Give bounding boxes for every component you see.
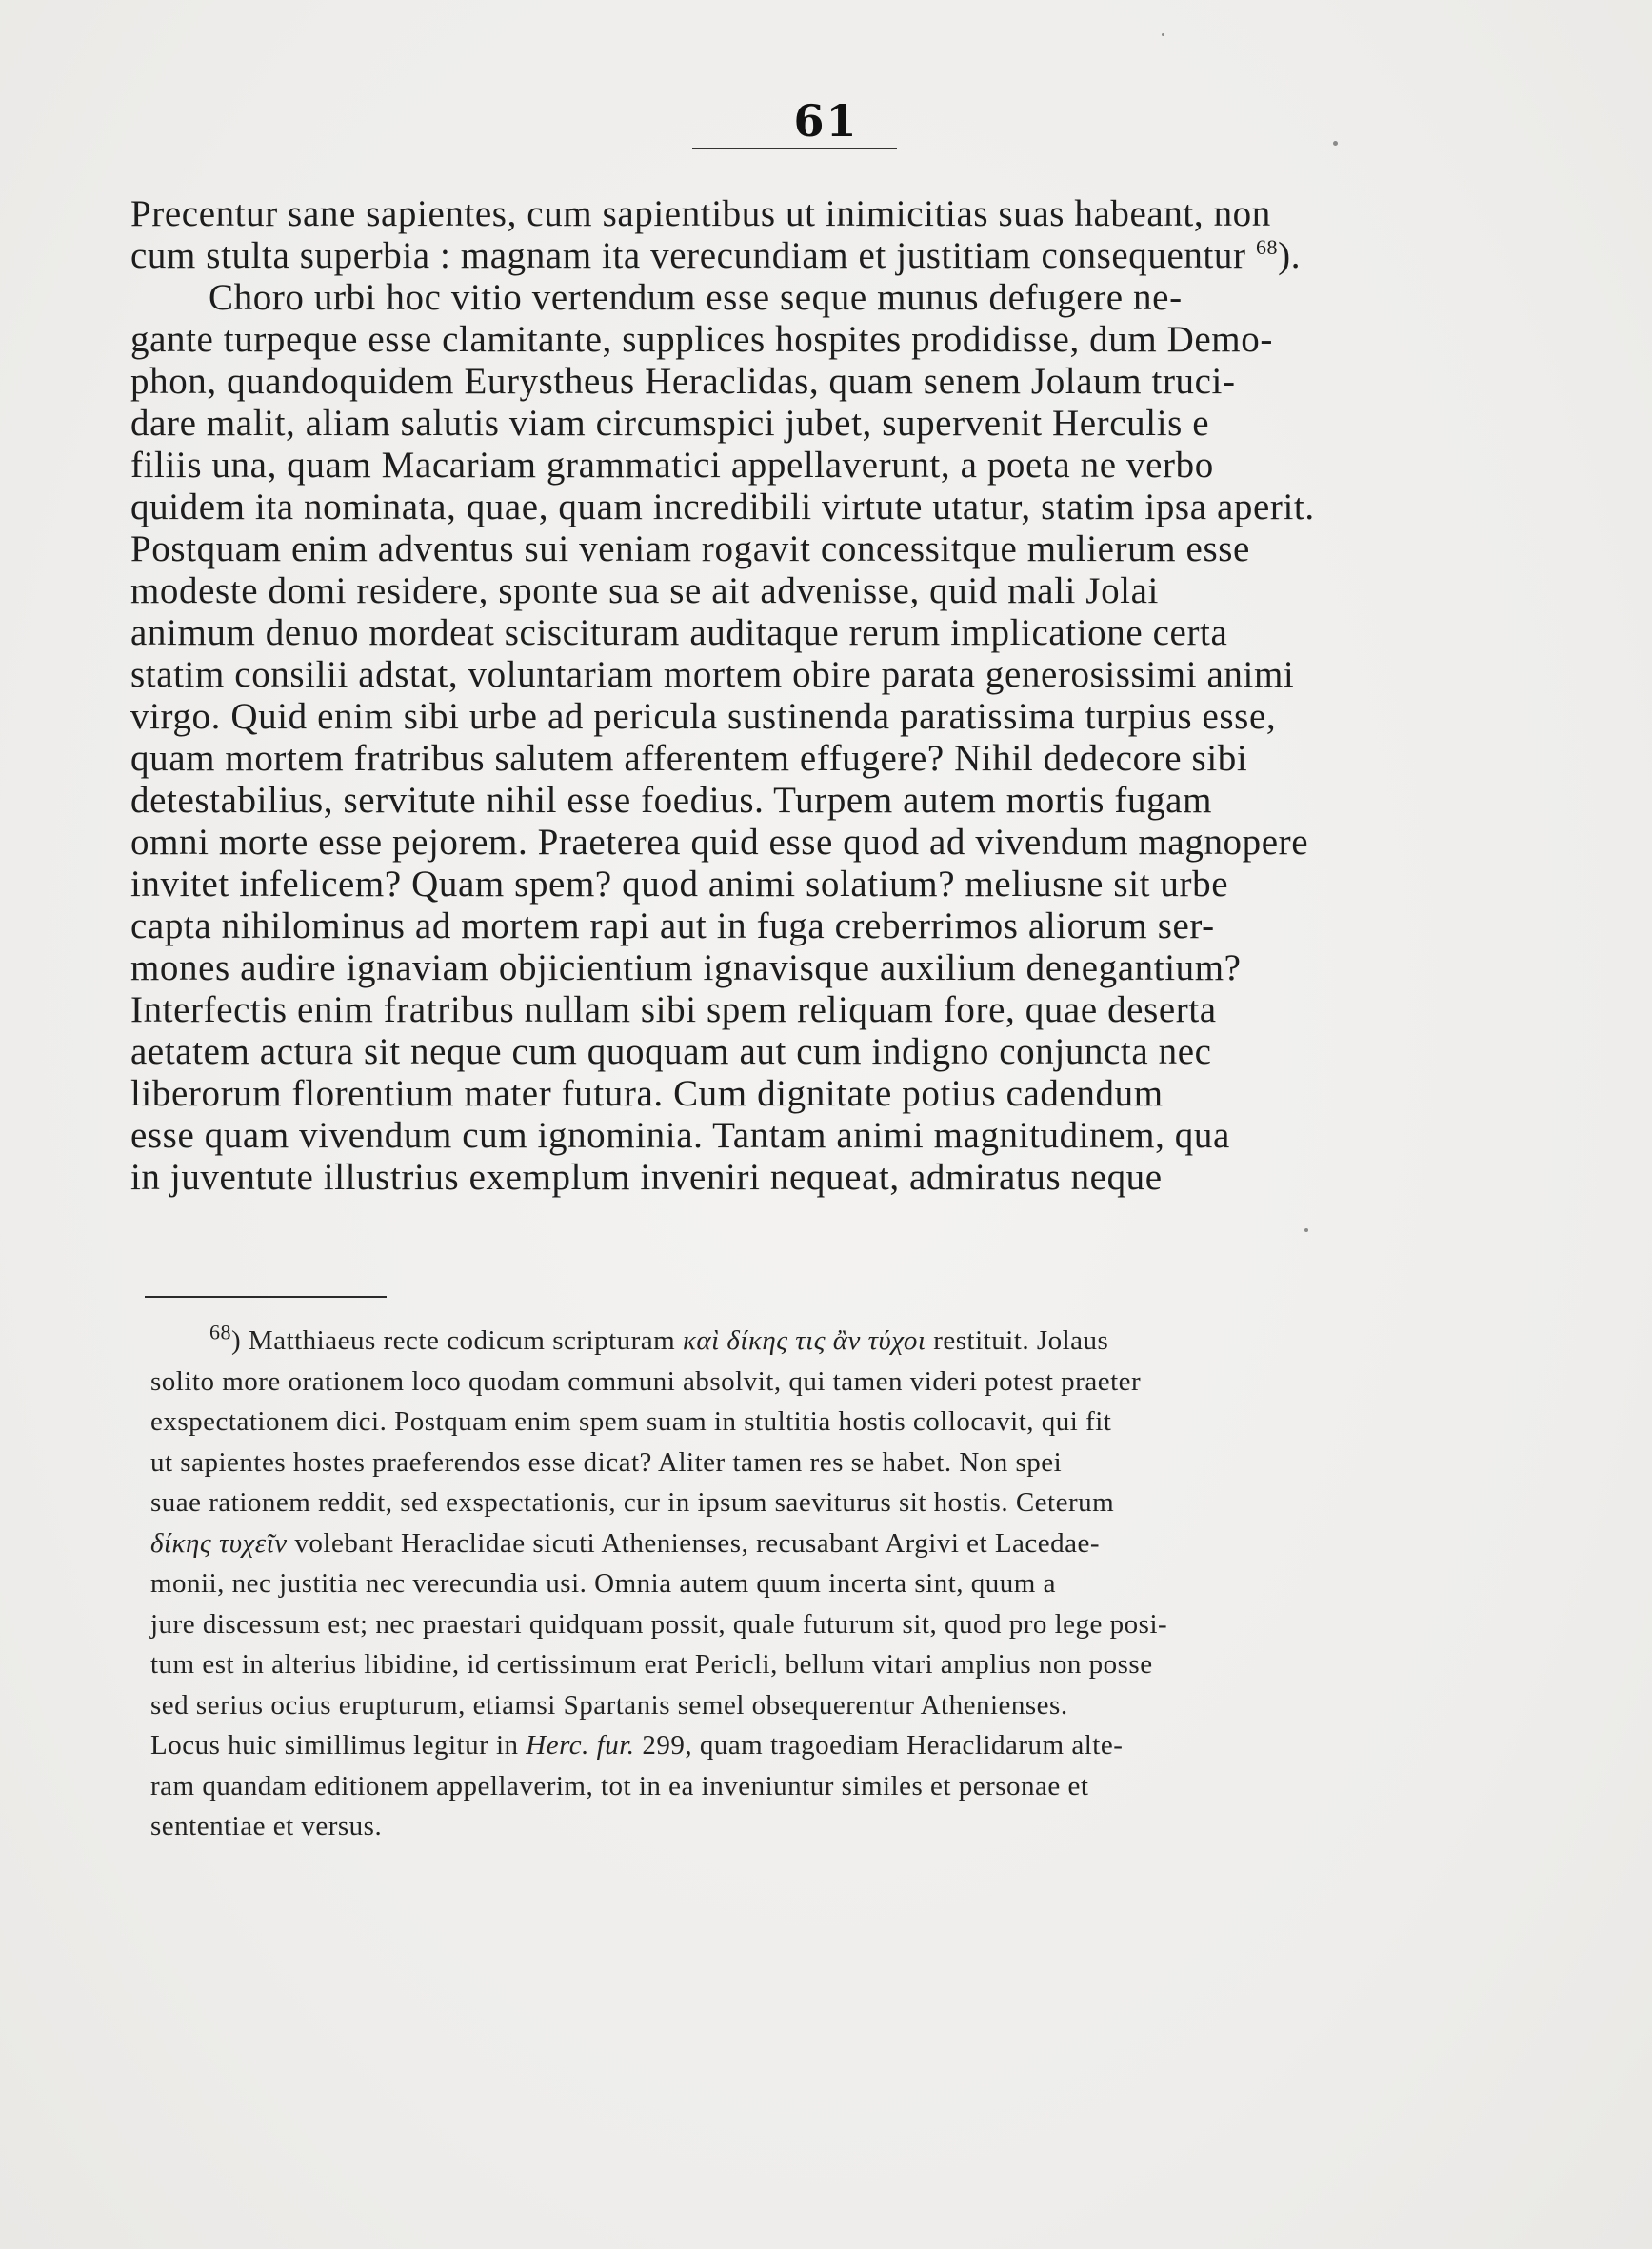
greek-quote: καὶ δίκης τις ἂν τύχοι	[682, 1325, 926, 1356]
work-title: Herc. fur.	[526, 1730, 635, 1761]
paper-speck	[1304, 1228, 1308, 1232]
text-line: Precentur sane sapientes, cum sapientibus ut inimicitias suas habeant, non	[130, 193, 1271, 234]
text-line: esse quam vivendum cum ignominia. Tantam animi magnitudinem, qua	[130, 1115, 1230, 1156]
text-line: aetatem actura sit neque cum quoquam aut cum indigno conjuncta nec	[130, 1031, 1212, 1072]
footnote-line: ram quandam editionem appellaverim, tot in ea inveniuntur similes et personae et	[150, 1770, 1089, 1801]
text-line	[130, 235, 1485, 277]
text-line: capta nihilominus ad mortem rapi aut in fuga creberrimos aliorum ser-	[130, 906, 1215, 946]
text-line: dare malit, aliam salutis viam circumspici jubet, supervenit Herculis e	[130, 403, 1210, 444]
footnote-line	[150, 1725, 1485, 1766]
footnote-text: ) Matthiaeus recte codicum scripturam	[231, 1325, 676, 1356]
text-line-end: ).	[1278, 235, 1302, 276]
footnote-reference: 68	[1255, 235, 1279, 259]
text-line: omni morte esse pejorem. Praeterea quid esse quod ad vivendum magnopere	[130, 822, 1309, 863]
text-line: quidem ita nominata, quae, quam incredibili virtute utatur, statim ipsa aperit.	[130, 487, 1315, 527]
text-line: gante turpeque esse clamitante, supplices hospites prodidisse, dum Demo-	[130, 319, 1273, 360]
text-line: modeste domi residere, sponte sua se ait advenisse, quid mali Jolai	[130, 570, 1159, 611]
footnote-text: Locus huic simillimus legitur in	[150, 1730, 519, 1761]
footnote-line: sententiae et versus.	[150, 1811, 383, 1841]
footnote-line: monii, nec justitia nec verecundia usi. Omnia autem quum incerta sint, quum a	[150, 1568, 1056, 1599]
text-line: in juventute illustrius exemplum inveniri nequeat, admiratus neque	[130, 1157, 1163, 1198]
footnote-rule	[145, 1296, 387, 1298]
footnote-text: restituit. Jolaus	[933, 1325, 1109, 1356]
footnote-marker: 68	[209, 1320, 231, 1344]
paper-speck	[1333, 141, 1338, 146]
text-line: filiis una, quam Macariam grammatici appellaverunt, a poeta ne verbo	[130, 445, 1214, 486]
footnote-line: suae rationem reddit, sed exspectationis, cur in ipsum saeviturus sit hostis. Ceterum	[150, 1487, 1115, 1518]
text-line: animum denuo mordeat sciscituram auditaque rerum implicatione certa	[130, 612, 1228, 653]
footnote-line: solito more orationem loco quodam communi absolvit, qui tamen videri potest praeter	[150, 1365, 1142, 1397]
paper-speck	[1162, 33, 1164, 36]
text-line: Choro urbi hoc vitio vertendum esse seque munus defugere ne-	[209, 277, 1183, 318]
footnote-line	[150, 1523, 1485, 1564]
text-line: Interfectis enim fratribus nullam sibi spem reliquam fore, quae deserta	[130, 989, 1217, 1030]
footnote	[150, 1321, 1485, 1847]
header-rule	[692, 148, 897, 149]
footnote-line: jure discessum est; nec praestari quidquam possit, quale futurum sit, quod pro lege posi-	[150, 1608, 1168, 1640]
text-line: liberorum florentium mater futura. Cum dignitate potius cadendum	[130, 1073, 1164, 1114]
footnote-line: tum est in alterius libidine, id certissimum erat Pericli, bellum vitari amplius non posse	[150, 1649, 1153, 1680]
text-line: virgo. Quid enim sibi urbe ad pericula sustinenda paratissima turpius esse,	[130, 696, 1277, 737]
text-line: Postquam enim adventus sui veniam rogavit concessitque mulierum esse	[130, 528, 1250, 569]
footnote-line	[150, 1321, 1485, 1362]
text-line: detestabilius, servitute nihil esse foedius. Turpem autem mortis fugam	[130, 780, 1213, 821]
footnote-line: ut sapientes hostes praeferendos esse dicat? Aliter tamen res se habet. Non spei	[150, 1446, 1063, 1478]
footnote-text: 299, quam tragoediam Heraclidarum alte-	[642, 1730, 1124, 1761]
text-line: quam mortem fratribus salutem afferentem effugere? Nihil dedecore sibi	[130, 738, 1248, 779]
footnote-text: volebant Heraclidae sicuti Athenienses, recusabant Argivi et Lacedae-	[294, 1527, 1101, 1559]
footnote-line: sed serius ocius erupturum, etiamsi Spartanis semel obsequerentur Athenienses.	[150, 1689, 1068, 1721]
text-line: mones audire ignaviam objicientium ignavisque auxilium denegantium?	[130, 947, 1242, 988]
text-line: invitet infelicem? Quam spem? quod animi solatium? meliusne sit urbe	[130, 864, 1229, 905]
text-line: phon, quandoquidem Eurystheus Heraclidas, quam senem Jolaum truci-	[130, 361, 1236, 402]
main-text	[130, 193, 1485, 1199]
page-number: 61	[793, 95, 859, 147]
greek-quote: δίκης τυχεῖν	[150, 1527, 288, 1559]
text-line-content: cum stulta superbia : magnam ita verecundiam et justitiam consequentur	[130, 235, 1246, 276]
text-line: statim consilii adstat, voluntariam mortem obire parata generosissimi animi	[130, 654, 1295, 695]
footnote-line: exspectationem dici. Postquam enim spem suam in stultitia hostis collocavit, qui fit	[150, 1406, 1112, 1437]
